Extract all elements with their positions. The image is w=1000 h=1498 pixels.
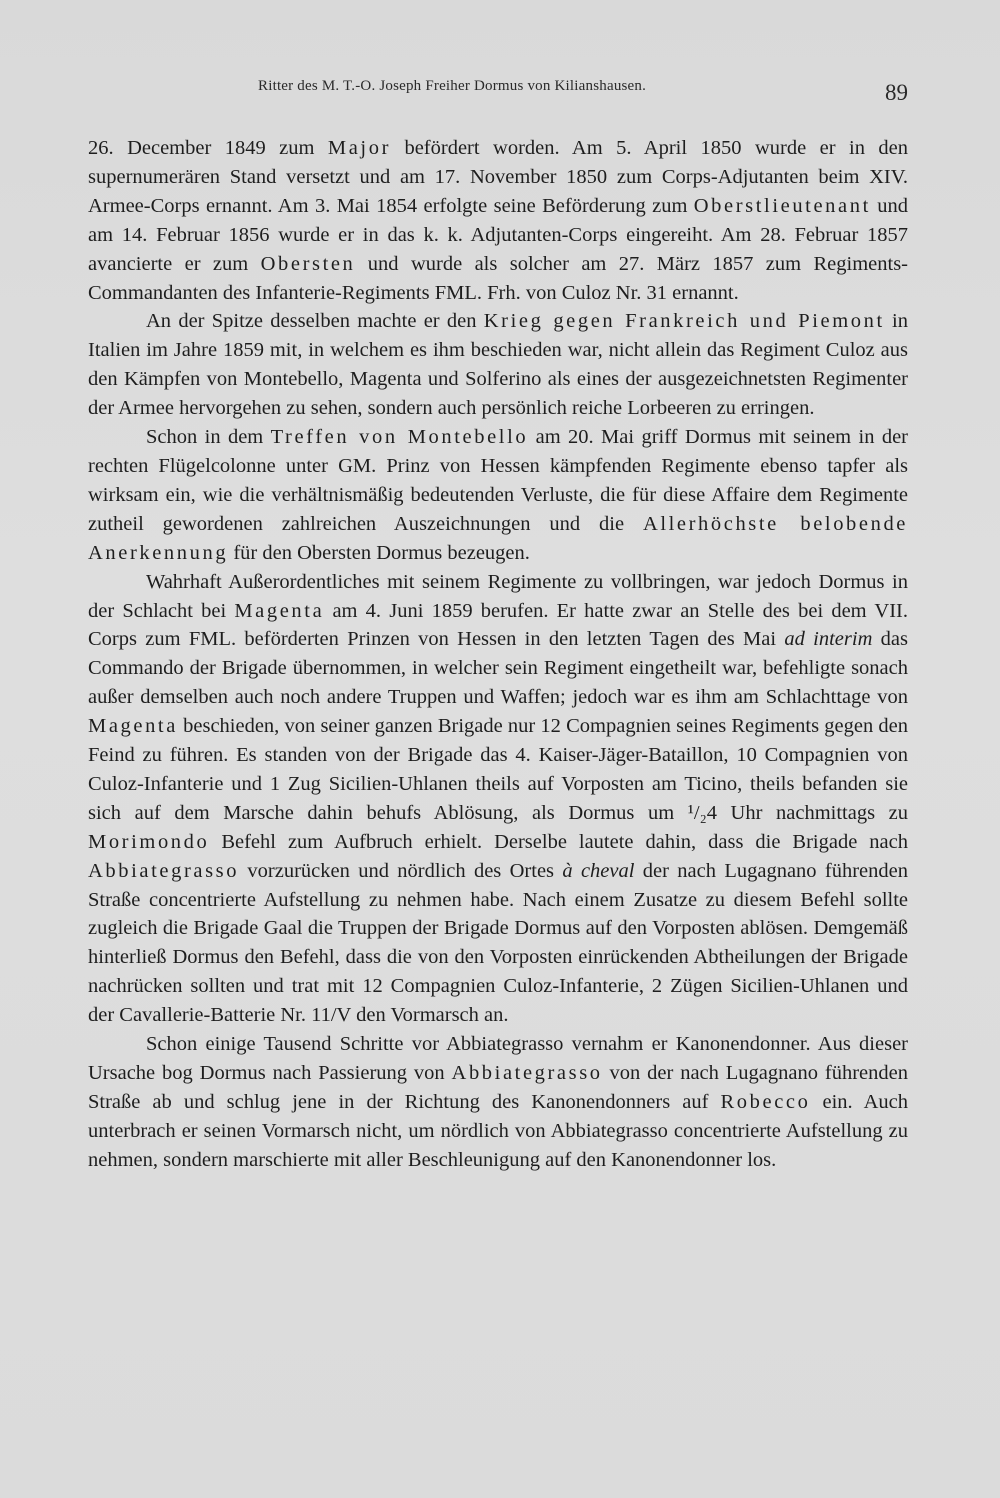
text-run: und am 14. Februar 1856 wurde er in das k. k. Adjutanten-Corps eingereiht. Am 28. Februar 1857 avancierte er zum — [88, 194, 909, 275]
emphasis-italic: ad interim — [784, 628, 873, 651]
text-run: für den Obersten Dormus bezeugen. — [228, 541, 530, 564]
text-run: und wurde als solcher am 27. März 1857 zum Regiments-Commandanten des Infanterie-Regiments FML. Frh. von Culoz Nr. 31 ernannt. — [88, 252, 908, 304]
emphasis-spaced: Krieg gegen Frankreich und Piemont — [483, 310, 885, 333]
emphasis-spaced: Magenta — [88, 715, 178, 738]
text-run: 26. December 1849 zum — [88, 137, 328, 159]
emphasis-spaced: Major — [327, 137, 392, 159]
page-number: 89 — [885, 80, 908, 105]
emphasis-spaced: Oberstlieutenant — [693, 194, 871, 217]
emphasis-spaced: Morimondo — [88, 830, 210, 853]
emphasis-spaced: Abbiategrasso — [88, 859, 240, 882]
running-header-title: Ritter des M. T.-O. Joseph Freiher Dormus von Kilianshausen. — [258, 78, 647, 94]
emphasis-italic: à cheval — [562, 859, 635, 882]
text-run: ein. Auch unterbrach er seinen Vormarsch nicht, um nördlich von Abbiategrasso concentrierte Aufstellung zu nehmen, sondern marschierte mit aller Beschleunigung auf den Kanonendonner los. — [88, 1090, 909, 1171]
emphasis-spaced: Magenta — [234, 599, 325, 622]
emphasis-spaced: Robecco — [720, 1090, 811, 1113]
text-run: Befehl zum Aufbruch erhielt. Derselbe lautete dahin, dass die Brigade nach — [209, 830, 908, 853]
text-run: der nach Lugagnano führenden Straße concentrierte Aufstellung zu nehmen habe. Nach einem Zusatze zu diesem Befehl sollte zugleich die Brigade Gaal die Truppen der Brigade Dormus auf den Vorposten ablösen. Demgemäß hinterließ Dormus den Befehl, dass die von den Vorposten einrückenden Abtheilungen der Brigade nachrücken sollten und trat mit 12 Compagnien Culoz-Infanterie, 2 Zügen Sicilien-Uhlanen und der Cavallerie-Batterie Nr. 11/V den Vormarsch an. — [88, 859, 908, 1027]
text-run: An der Spitze desselben machte er den — [146, 310, 484, 333]
emphasis-spaced: Abbiategrasso — [451, 1062, 603, 1084]
paragraph-2 — [88, 307, 908, 423]
text-run: Schon einige Tausend Schritte vor Abbiategrasso vernahm er Kanonendonner. Aus dieser Ursache bog Dormus nach Passierung von — [88, 1033, 908, 1084]
emphasis-spaced: Allerhöchste belobende Anerkennung — [88, 512, 908, 564]
emphasis-spaced: Obersten — [260, 252, 356, 275]
emphasis-spaced: Treffen von Montebello — [270, 426, 529, 449]
text-run: am 4. Juni 1859 berufen. Er hatte zwar an Stelle des bei dem VII. Corps zum FML. beförderten Prinzen von Hessen in den letzten Tagen des Mai — [88, 599, 908, 651]
body-text — [88, 134, 908, 1175]
text-run: beschieden, von seiner ganzen Brigade nur 12 Compagnien seines Regiments gegen den Feind zu führen. Es standen von der Brigade das 4. Kaiser-Jäger-Bataillon, 10 Compagnien von Culoz-Infanterie und 1 Zug Sicilien-Uhlanen theils auf Vorposten am Ticino, theils befanden sie sich auf dem Marsche dahin behufs Ablösung, als Dormus um ¹/₂4 Uhr nachmittags zu — [88, 715, 908, 824]
paragraph-1 — [88, 134, 908, 307]
text-run: das Commando der Brigade übernommen, in welcher sein Regiment eingetheilt war, befehligte sonach außer demselben auch noch andere Truppen und Waffen; jedoch war es ihm am Schlachttage von — [88, 628, 909, 709]
text-run: vorzurücken und nördlich des Ortes — [239, 859, 563, 882]
paragraph-5 — [88, 1030, 908, 1175]
text-run: in Italien im Jahre 1859 mit, in welchem es ihm beschieden war, nicht allein das Regiment Culoz aus den Kämpfen von Montebello, Magenta und Solferino als eines der ausgezeichnetsten Regimenter der Armee hervorgehen zu sehen, sondern auch persönlich reiche Lorbeeren zu erringen. — [88, 310, 908, 420]
text-run: Wahrhaft Außerordentliches mit seinem Regimente zu vollbringen, war jedoch Dormus in der Schlacht bei — [88, 570, 908, 622]
text-run: am 20. Mai griff Dormus mit seinem in der rechten Flügelcolonne unter GM. Prinz von Hessen kämpfenden Regimente ebenso tapfer als wirksam ein, wie die verhältnismäßig bedeutenden Verluste, die für diese Affaire dem Regimente zutheil gewordenen zahlreichen Auszeichnungen und die — [88, 426, 908, 535]
paragraph-3 — [88, 423, 908, 568]
paragraph-4 — [88, 568, 908, 1031]
text-run: von der nach Lugagnano führenden Straße ab und schlug jene in der Richtung des Kanonendonners auf — [88, 1062, 908, 1113]
text-run: befördert worden. Am 5. April 1850 wurde er in den supernumerären Stand versetzt und am 17. November 1850 zum Corps-Adjutanten beim XIV. Armee-Corps ernannt. Am 3. Mai 1854 erfolgte seine Beförderung zum — [88, 137, 908, 217]
text-run: Schon in dem — [146, 426, 271, 449]
